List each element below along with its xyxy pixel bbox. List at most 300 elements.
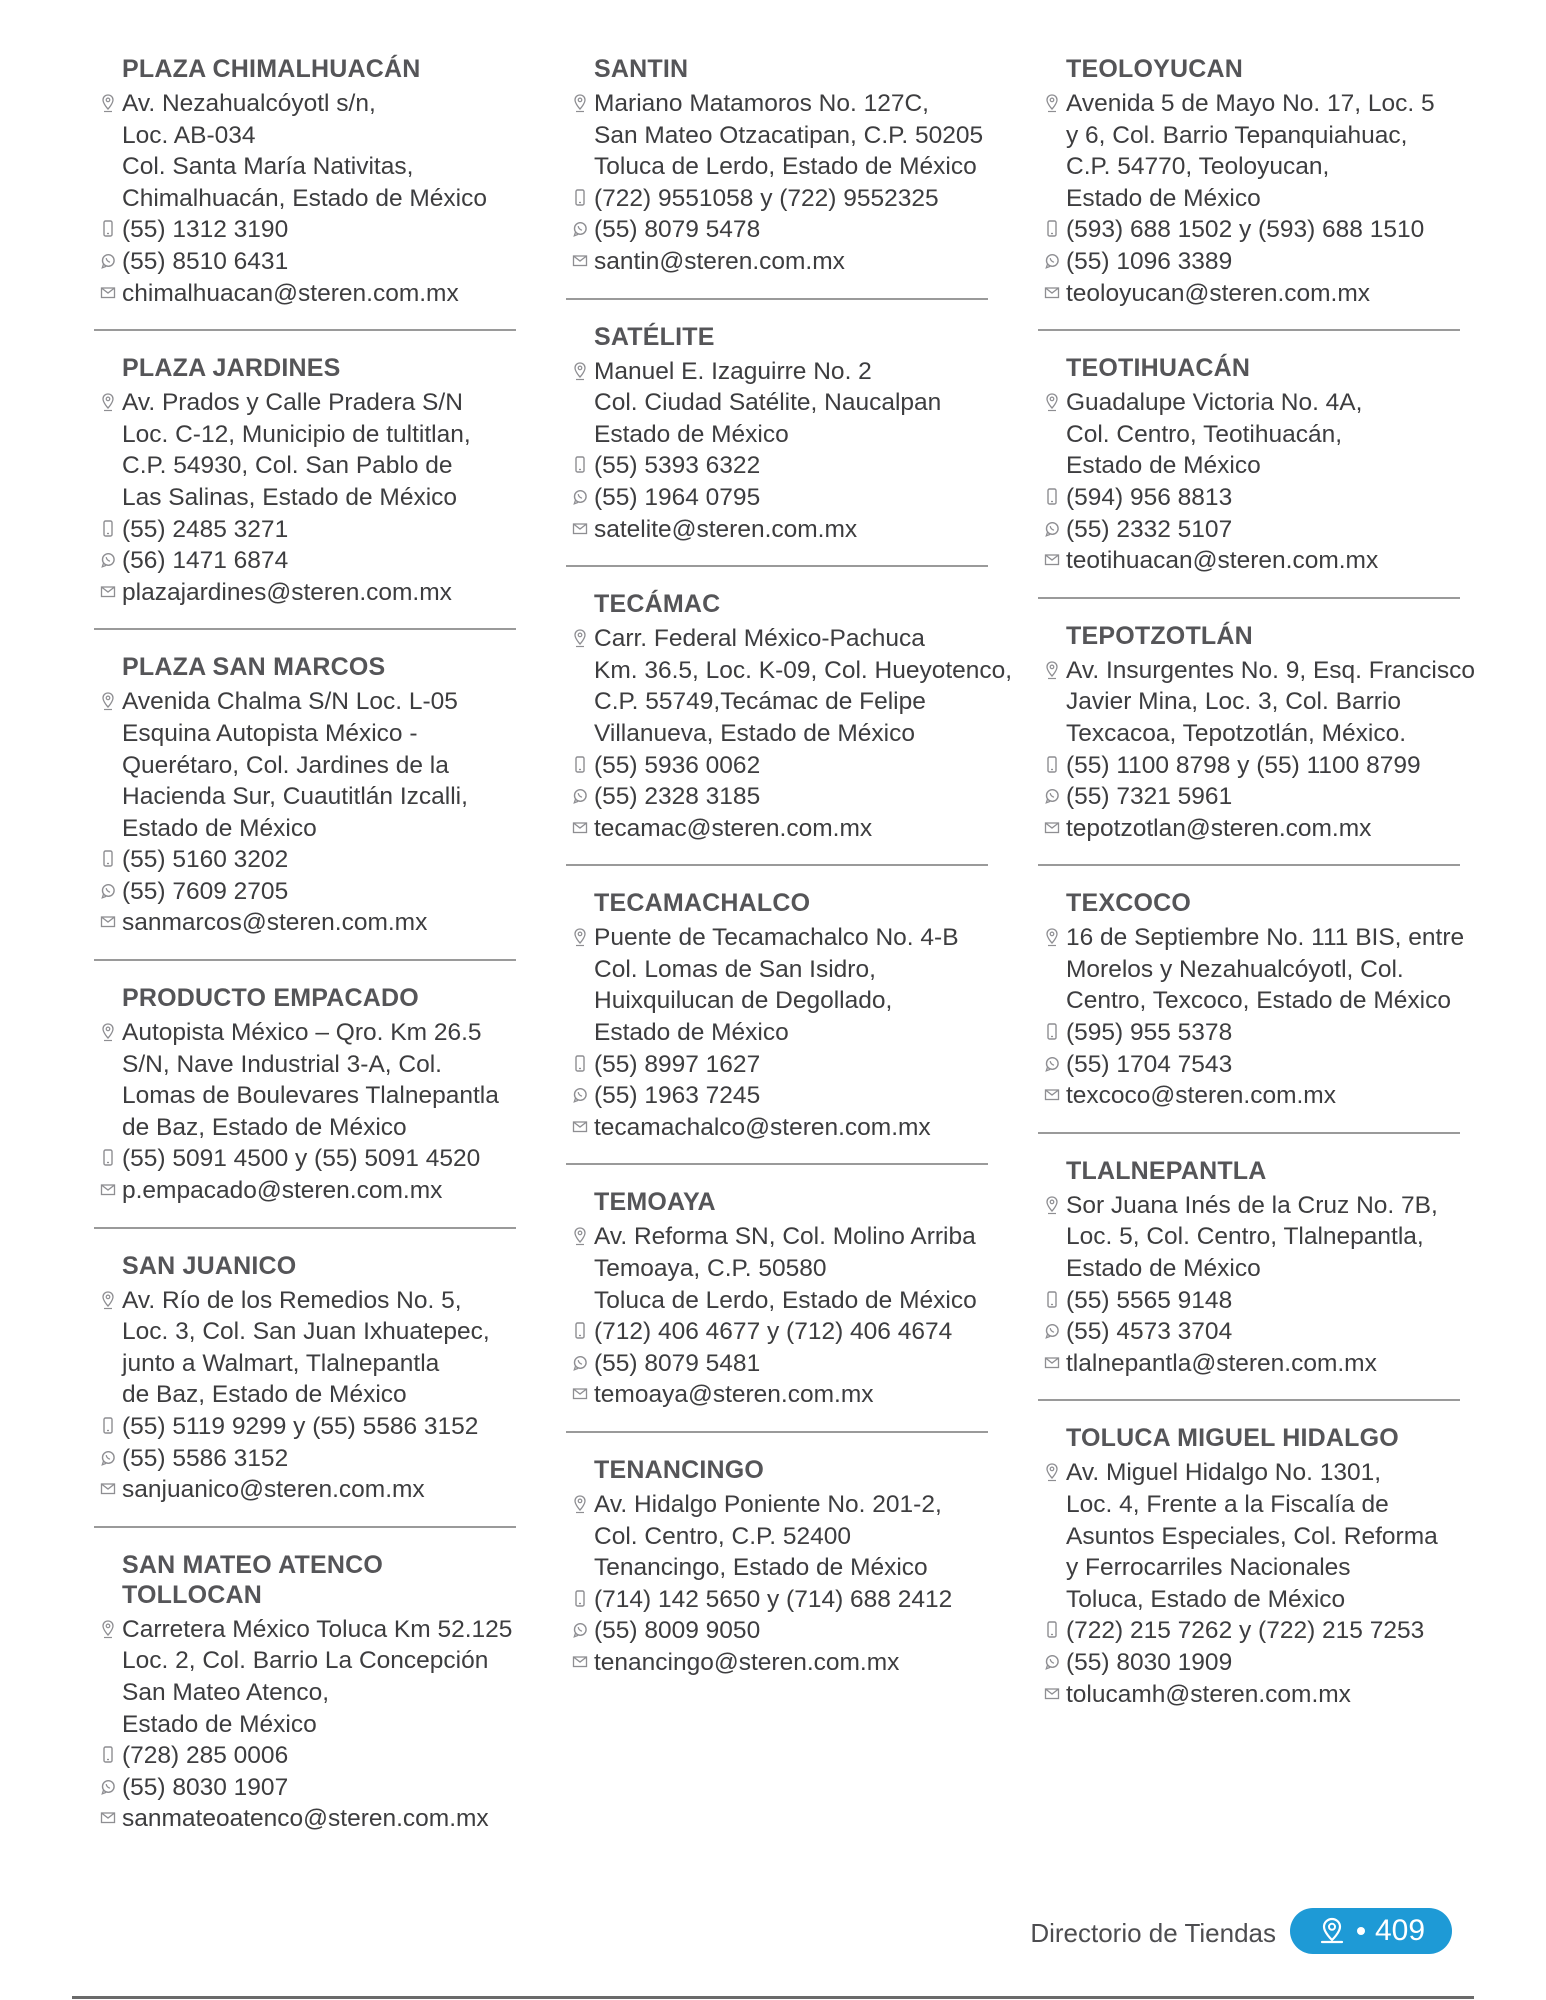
address-line: Estado de México bbox=[1066, 452, 1261, 480]
store-entry bbox=[94, 652, 516, 961]
store-email-text[interactable]: plazajardines@steren.com.mx bbox=[122, 578, 452, 606]
store-name: TENANCINGO bbox=[594, 1456, 765, 1484]
store-address bbox=[566, 922, 988, 1048]
store-phone-text: (593) 688 1502 y (593) 688 1510 bbox=[1066, 216, 1425, 244]
mobile-phone-icon bbox=[1044, 1290, 1060, 1310]
mobile-phone-icon bbox=[100, 849, 116, 869]
address-line: de Baz, Estado de México bbox=[122, 1381, 407, 1409]
store-entry bbox=[566, 1187, 988, 1433]
store-entry bbox=[1038, 888, 1465, 1134]
store-email-text[interactable]: teotihuacan@steren.com.mx bbox=[1066, 547, 1379, 575]
address-line: Huixquilucan de Degollado, bbox=[594, 987, 893, 1015]
whatsapp-icon bbox=[1044, 519, 1060, 539]
page-number-badge bbox=[1290, 1908, 1452, 1954]
whatsapp-icon bbox=[1044, 1321, 1060, 1341]
map-pin-icon bbox=[572, 628, 588, 648]
store-phone-text: (714) 142 5650 y (714) 688 2412 bbox=[594, 1585, 953, 1613]
store-email-text[interactable]: tenancingo@steren.com.mx bbox=[594, 1648, 900, 1676]
address-line: de Baz, Estado de México bbox=[122, 1113, 407, 1141]
store-address bbox=[1038, 922, 1465, 1017]
map-pin-icon bbox=[100, 392, 116, 412]
store-entry bbox=[566, 54, 988, 300]
store-whatsapp bbox=[94, 545, 516, 577]
address-line: Mariano Matamoros No. 127C, bbox=[594, 90, 929, 117]
mobile-phone-icon bbox=[572, 755, 588, 775]
store-whatsapp-text: (55) 2328 3185 bbox=[594, 783, 761, 811]
envelope-icon bbox=[572, 1652, 588, 1672]
store-whatsapp bbox=[1038, 514, 1460, 546]
address-line: Loc. 5, Col. Centro, Tlalnepantla, bbox=[1066, 1223, 1424, 1251]
map-pin-icon bbox=[572, 1494, 588, 1514]
page-number: 409 bbox=[1374, 1914, 1426, 1947]
store-email[interactable] bbox=[94, 907, 516, 939]
whatsapp-icon bbox=[100, 251, 116, 271]
store-whatsapp-text: (56) 1471 6874 bbox=[122, 547, 289, 575]
envelope-icon bbox=[100, 1808, 116, 1828]
whatsapp-icon bbox=[1044, 1652, 1060, 1672]
store-phone bbox=[94, 1143, 516, 1175]
store-entry bbox=[566, 888, 988, 1165]
store-entry bbox=[94, 1251, 516, 1528]
store-whatsapp-text: (55) 8510 6431 bbox=[122, 247, 289, 275]
store-entry bbox=[566, 322, 988, 568]
store-entry bbox=[94, 54, 516, 331]
store-email[interactable] bbox=[1038, 813, 1460, 845]
map-pin-icon bbox=[100, 1619, 116, 1639]
store-phone-text: (55) 1100 8798 y (55) 1100 8799 bbox=[1066, 751, 1421, 779]
store-name: TOLUCA MIGUEL HIDALGO bbox=[1066, 1424, 1399, 1453]
store-whatsapp-text: (55) 8009 9050 bbox=[594, 1617, 761, 1645]
store-name: TEMOAYA bbox=[594, 1188, 716, 1217]
store-phone bbox=[566, 750, 988, 782]
store-phone bbox=[94, 514, 516, 546]
location-pin-icon bbox=[1317, 1916, 1347, 1946]
store-phone bbox=[566, 450, 988, 482]
store-whatsapp-text: (55) 8079 5478 bbox=[594, 216, 761, 244]
mobile-phone-icon bbox=[1044, 1620, 1060, 1640]
address-line: Loc. 3, Col. San Juan Ixhuatepec, bbox=[122, 1318, 490, 1346]
map-pin-icon bbox=[1044, 1195, 1060, 1215]
store-phone bbox=[94, 1411, 516, 1443]
address-line: Lomas de Boulevares Tlalnepantla bbox=[122, 1082, 499, 1110]
address-line: Estado de México bbox=[594, 1019, 789, 1047]
store-name: TEOLOYUCAN bbox=[1066, 55, 1243, 83]
store-phone bbox=[1038, 1615, 1460, 1647]
address-line: Loc. 4, Frente a la Fiscalía de bbox=[1066, 1491, 1389, 1518]
store-address bbox=[94, 88, 516, 214]
store-address bbox=[1038, 1457, 1460, 1615]
address-line: Loc. 2, Col. Barrio La Concepción bbox=[122, 1647, 489, 1675]
envelope-icon bbox=[572, 1384, 588, 1404]
store-phone-text: (594) 956 8813 bbox=[1066, 483, 1233, 511]
separator-dot bbox=[1357, 1927, 1365, 1935]
store-name: SAN JUANICO bbox=[122, 1251, 297, 1280]
address-line: Chimalhuacán, Estado de México bbox=[122, 184, 487, 212]
address-line: Hacienda Sur, Cuautitlán Izcalli, bbox=[122, 783, 468, 811]
store-phone bbox=[94, 844, 516, 876]
store-email[interactable] bbox=[94, 1474, 516, 1506]
store-whatsapp bbox=[566, 482, 988, 514]
address-line: Av. Nezahualcóyotl s/n, bbox=[122, 90, 376, 117]
address-line: 16 de Septiembre No. 111 BIS, entre bbox=[1066, 924, 1465, 952]
store-email[interactable] bbox=[94, 278, 516, 310]
store-address bbox=[566, 623, 1013, 749]
address-line: Loc. C-12, Municipio de tultitlan, bbox=[122, 420, 471, 448]
mobile-phone-icon bbox=[100, 1745, 116, 1765]
store-whatsapp bbox=[94, 876, 516, 908]
store-phone bbox=[94, 214, 516, 246]
store-name: PLAZA SAN MARCOS bbox=[122, 653, 386, 682]
store-phone-text: (55) 2485 3271 bbox=[122, 515, 289, 543]
address-line: Av. Prados y Calle Pradera S/N bbox=[122, 389, 463, 417]
store-email-text[interactable]: santin@steren.com.mx bbox=[594, 247, 845, 275]
address-line: Av. Reforma SN, Col. Molino Arriba bbox=[594, 1223, 976, 1251]
envelope-icon bbox=[1044, 1085, 1060, 1105]
map-pin-icon bbox=[100, 1022, 116, 1042]
address-line: y Ferrocarriles Nacionales bbox=[1066, 1554, 1351, 1582]
address-line: Toluca, Estado de México bbox=[1066, 1585, 1346, 1613]
envelope-icon bbox=[1044, 283, 1060, 303]
whatsapp-icon bbox=[1044, 1054, 1060, 1074]
store-email-text[interactable]: tlalnepantla@steren.com.mx bbox=[1066, 1349, 1377, 1377]
store-phone-text: (55) 5565 9148 bbox=[1066, 1286, 1233, 1314]
store-phone-text: (722) 9551058 y (722) 9552325 bbox=[594, 184, 939, 212]
store-phone-text: (728) 285 0006 bbox=[122, 1742, 289, 1770]
address-line: San Mateo Otzacatipan, C.P. 50205 bbox=[594, 121, 984, 149]
store-email-text[interactable]: satelite@steren.com.mx bbox=[594, 515, 858, 543]
whatsapp-icon bbox=[572, 786, 588, 806]
store-phone-text: (595) 955 5378 bbox=[1066, 1019, 1233, 1047]
whatsapp-icon bbox=[100, 881, 116, 901]
store-whatsapp-text: (55) 2332 5107 bbox=[1066, 515, 1233, 543]
address-line: Av. Miguel Hidalgo No. 1301, bbox=[1066, 1459, 1382, 1487]
address-line: C.P. 55749,Tecámac de Felipe bbox=[594, 688, 926, 716]
whatsapp-icon bbox=[100, 550, 116, 570]
store-email-text[interactable]: tecamachalco@steren.com.mx bbox=[594, 1113, 931, 1141]
whatsapp-icon bbox=[572, 1353, 588, 1373]
store-email-text[interactable]: texcoco@steren.com.mx bbox=[1066, 1082, 1336, 1110]
mobile-phone-icon bbox=[1044, 755, 1060, 775]
store-email-text[interactable]: tecamac@steren.com.mx bbox=[594, 814, 873, 842]
store-entry bbox=[1038, 621, 1475, 867]
store-name: PRODUCTO EMPACADO bbox=[122, 984, 419, 1013]
store-email[interactable] bbox=[566, 514, 988, 546]
map-pin-icon bbox=[1044, 927, 1060, 947]
address-line: Avenida 5 de Mayo No. 17, Loc. 5 bbox=[1066, 90, 1435, 117]
address-line: Morelos y Nezahualcóyotl, Col. bbox=[1066, 955, 1404, 983]
address-line: C.P. 54930, Col. San Pablo de bbox=[122, 452, 453, 480]
store-email-text[interactable]: temoaya@steren.com.mx bbox=[594, 1381, 874, 1409]
address-line: Puente de Tecamachalco No. 4-B bbox=[594, 924, 959, 952]
address-line: Col. Santa María Nativitas, bbox=[122, 153, 414, 181]
envelope-icon bbox=[572, 818, 588, 838]
address-line: San Mateo Atenco, bbox=[122, 1678, 330, 1706]
map-pin-icon bbox=[100, 93, 116, 113]
directory-column-3 bbox=[1038, 54, 1475, 1752]
store-whatsapp-text: (55) 8030 1909 bbox=[1066, 1648, 1233, 1676]
envelope-icon bbox=[1044, 1353, 1060, 1373]
mobile-phone-icon bbox=[100, 519, 116, 539]
store-phone bbox=[566, 1316, 988, 1348]
store-address bbox=[566, 356, 988, 451]
store-entry bbox=[1038, 353, 1460, 599]
store-whatsapp bbox=[94, 246, 516, 278]
address-line: Tenancingo, Estado de México bbox=[594, 1554, 928, 1582]
mobile-phone-icon bbox=[572, 1054, 588, 1074]
store-email-text[interactable]: sanjuanico@steren.com.mx bbox=[122, 1476, 425, 1504]
address-line: Texcacoa, Tepotzotlán, México. bbox=[1066, 719, 1407, 747]
store-email[interactable] bbox=[1038, 1679, 1460, 1711]
store-name: TEXCOCO bbox=[1066, 889, 1192, 918]
store-whatsapp bbox=[566, 214, 988, 246]
address-line: Javier Mina, Loc. 3, Col. Barrio bbox=[1066, 688, 1401, 716]
address-line: C.P. 54770, Teoloyucan, bbox=[1066, 153, 1330, 181]
store-email[interactable] bbox=[566, 1647, 988, 1679]
store-phone bbox=[1038, 214, 1460, 246]
directory-column-2 bbox=[566, 54, 1013, 1721]
map-pin-icon bbox=[1044, 660, 1060, 680]
address-line: Col. Lomas de San Isidro, bbox=[594, 955, 876, 983]
store-phone bbox=[1038, 750, 1460, 782]
store-email[interactable] bbox=[94, 1175, 516, 1207]
store-address bbox=[94, 686, 516, 844]
address-line: Av. Hidalgo Poniente No. 201-2, bbox=[594, 1491, 942, 1518]
address-line: Carr. Federal México-Pachuca bbox=[594, 625, 925, 653]
store-entry bbox=[1038, 54, 1460, 331]
address-line: Av. Río de los Remedios No. 5, bbox=[122, 1286, 462, 1314]
store-name: TEOTIHUACÁN bbox=[1066, 354, 1251, 383]
store-entry bbox=[94, 983, 516, 1229]
address-line: Centro, Texcoco, Estado de México bbox=[1066, 987, 1451, 1015]
store-address bbox=[94, 1614, 516, 1740]
store-whatsapp bbox=[566, 1615, 988, 1647]
store-phone bbox=[566, 1049, 988, 1081]
address-line: Av. Insurgentes No. 9, Esq. Francisco bbox=[1066, 656, 1475, 684]
store-whatsapp-text: (55) 7321 5961 bbox=[1066, 783, 1233, 811]
store-phone-text: (722) 215 7262 y (722) 215 7253 bbox=[1066, 1617, 1425, 1645]
store-email-text[interactable]: chimalhuacan@steren.com.mx bbox=[122, 279, 459, 307]
mobile-phone-icon bbox=[572, 1589, 588, 1609]
store-whatsapp-text: (55) 1964 0795 bbox=[594, 483, 761, 511]
store-address bbox=[1038, 88, 1460, 214]
address-line: Carretera México Toluca Km 52.125 bbox=[122, 1615, 513, 1643]
envelope-icon bbox=[572, 519, 588, 539]
store-phone bbox=[1038, 1017, 1460, 1049]
store-whatsapp bbox=[566, 1348, 988, 1380]
address-line: Temoaya, C.P. 50580 bbox=[594, 1255, 827, 1283]
map-pin-icon bbox=[572, 927, 588, 947]
address-line: Las Salinas, Estado de México bbox=[122, 483, 458, 511]
store-phone bbox=[1038, 1285, 1460, 1317]
store-whatsapp bbox=[94, 1772, 516, 1804]
store-whatsapp-text: (55) 4573 3704 bbox=[1066, 1318, 1233, 1346]
address-line: Toluca de Lerdo, Estado de México bbox=[594, 153, 977, 181]
map-pin-icon bbox=[1044, 392, 1060, 412]
store-phone bbox=[1038, 482, 1460, 514]
address-line: Guadalupe Victoria No. 4A, bbox=[1066, 389, 1363, 417]
address-line: Estado de México bbox=[594, 420, 789, 448]
store-whatsapp-text: (55) 5586 3152 bbox=[122, 1444, 289, 1472]
store-email-text[interactable]: teoloyucan@steren.com.mx bbox=[1066, 279, 1371, 307]
store-whatsapp bbox=[94, 1443, 516, 1475]
envelope-icon bbox=[1044, 1684, 1060, 1704]
address-line: S/N, Nave Industrial 3-A, Col. bbox=[122, 1050, 442, 1078]
store-email[interactable] bbox=[94, 1803, 516, 1835]
address-line: Autopista México – Qro. Km 26.5 bbox=[122, 1019, 482, 1047]
address-line: Estado de México bbox=[1066, 1255, 1261, 1283]
store-phone-text: (55) 1312 3190 bbox=[122, 216, 289, 244]
store-name: SATÉLITE bbox=[594, 322, 715, 351]
store-entry bbox=[566, 1455, 988, 1699]
store-email[interactable] bbox=[1038, 545, 1460, 577]
store-name: TEPOTZOTLÁN bbox=[1066, 621, 1253, 650]
address-line: Manuel E. Izaguirre No. 2 bbox=[594, 357, 872, 385]
address-line: Estado de México bbox=[122, 814, 317, 842]
store-phone-text: (55) 5936 0062 bbox=[594, 751, 761, 779]
map-pin-icon bbox=[572, 361, 588, 381]
store-phone-text: (55) 5119 9299 y (55) 5586 3152 bbox=[122, 1413, 479, 1440]
store-email[interactable] bbox=[1038, 1348, 1460, 1380]
store-address bbox=[566, 1489, 988, 1584]
address-line: Estado de México bbox=[1066, 184, 1261, 212]
store-address bbox=[566, 88, 988, 183]
mobile-phone-icon bbox=[100, 1416, 116, 1436]
address-line: y 6, Col. Barrio Tepanquiahuac, bbox=[1066, 121, 1408, 149]
mobile-phone-icon bbox=[100, 1148, 116, 1168]
address-line: Querétaro, Col. Jardines de la bbox=[122, 751, 449, 779]
store-email[interactable] bbox=[566, 813, 988, 845]
address-line: Villanueva, Estado de México bbox=[594, 719, 915, 747]
address-line: Loc. AB-034 bbox=[122, 121, 256, 149]
envelope-icon bbox=[100, 912, 116, 932]
mobile-phone-icon bbox=[572, 455, 588, 475]
store-phone bbox=[94, 1740, 516, 1772]
store-email[interactable] bbox=[94, 577, 516, 609]
store-phone-text: (55) 5091 4500 y (55) 5091 4520 bbox=[122, 1145, 481, 1173]
store-email-text[interactable]: sanmateoatenco@steren.com.mx bbox=[122, 1805, 489, 1833]
address-line: Avenida Chalma S/N Loc. L-05 bbox=[122, 688, 458, 716]
store-whatsapp bbox=[1038, 1316, 1460, 1348]
store-name: TLALNEPANTLA bbox=[1066, 1156, 1267, 1185]
envelope-icon bbox=[100, 1180, 116, 1200]
store-whatsapp bbox=[1038, 1647, 1460, 1679]
mobile-phone-icon bbox=[1044, 1022, 1060, 1042]
store-email-text[interactable]: p.empacado@steren.com.mx bbox=[122, 1177, 443, 1205]
whatsapp-icon bbox=[1044, 786, 1060, 806]
map-pin-icon bbox=[1044, 1462, 1060, 1482]
whatsapp-icon bbox=[572, 1085, 588, 1105]
map-pin-icon bbox=[1044, 93, 1060, 113]
store-phone-text: (55) 5393 6322 bbox=[594, 452, 761, 480]
store-whatsapp-text: (55) 1963 7245 bbox=[594, 1082, 761, 1110]
envelope-icon bbox=[100, 1479, 116, 1499]
store-email-text[interactable]: sanmarcos@steren.com.mx bbox=[122, 909, 428, 937]
store-entry bbox=[1038, 1423, 1460, 1730]
store-email[interactable] bbox=[566, 1112, 988, 1144]
whatsapp-icon bbox=[100, 1448, 116, 1468]
store-whatsapp bbox=[566, 1080, 988, 1112]
store-email[interactable] bbox=[566, 246, 988, 278]
store-address bbox=[1038, 1190, 1460, 1285]
store-email-text[interactable]: tepotzotlan@steren.com.mx bbox=[1066, 814, 1372, 842]
store-phone-text: (712) 406 4677 y (712) 406 4674 bbox=[594, 1318, 953, 1346]
address-line: Sor Juana Inés de la Cruz No. 7B, bbox=[1066, 1191, 1438, 1219]
store-email-text[interactable]: tolucamh@steren.com.mx bbox=[1066, 1680, 1351, 1708]
store-address bbox=[94, 1017, 516, 1143]
address-line: Asuntos Especiales, Col. Reforma bbox=[1066, 1522, 1438, 1550]
store-entry bbox=[566, 589, 1013, 866]
whatsapp-icon bbox=[100, 1777, 116, 1797]
map-pin-icon bbox=[100, 691, 116, 711]
whatsapp-icon bbox=[572, 1620, 588, 1640]
store-name: SAN MATEO ATENCO TOLLOCAN bbox=[122, 1550, 384, 1609]
store-whatsapp-text: (55) 8079 5481 bbox=[594, 1349, 761, 1377]
store-phone-text: (55) 5160 3202 bbox=[122, 846, 289, 874]
footer-section-label: Directorio de Tiendas bbox=[1030, 1918, 1276, 1948]
store-phone bbox=[566, 1584, 988, 1616]
store-whatsapp bbox=[1038, 1049, 1460, 1081]
envelope-icon bbox=[100, 283, 116, 303]
bottom-rule bbox=[72, 1996, 1474, 1999]
store-address bbox=[1038, 387, 1460, 482]
address-line: Col. Centro, Teotihuacán, bbox=[1066, 420, 1343, 448]
store-name: TECÁMAC bbox=[594, 590, 721, 619]
address-line: Estado de México bbox=[122, 1710, 317, 1738]
store-email[interactable] bbox=[1038, 278, 1460, 310]
address-line: junto a Walmart, Tlalnepantla bbox=[122, 1349, 440, 1377]
store-address bbox=[94, 387, 516, 513]
map-pin-icon bbox=[572, 93, 588, 113]
mobile-phone-icon bbox=[572, 188, 588, 208]
store-whatsapp-text: (55) 1096 3389 bbox=[1066, 247, 1233, 275]
store-name: PLAZA JARDINES bbox=[122, 354, 341, 383]
mobile-phone-icon bbox=[100, 219, 116, 239]
envelope-icon bbox=[1044, 550, 1060, 570]
mobile-phone-icon bbox=[572, 1321, 588, 1341]
envelope-icon bbox=[100, 582, 116, 602]
store-name: PLAZA CHIMALHUACÁN bbox=[122, 55, 421, 83]
whatsapp-icon bbox=[1044, 251, 1060, 271]
map-pin-icon bbox=[100, 1290, 116, 1310]
address-line: Toluca de Lerdo, Estado de México bbox=[594, 1286, 977, 1314]
whatsapp-icon bbox=[572, 219, 588, 239]
store-address bbox=[566, 1221, 988, 1316]
envelope-icon bbox=[1044, 818, 1060, 838]
address-line: Km. 36.5, Loc. K-09, Col. Hueyotenco, bbox=[594, 656, 1013, 684]
store-entry bbox=[1038, 1156, 1460, 1402]
store-name: TECAMACHALCO bbox=[594, 889, 811, 918]
store-whatsapp bbox=[1038, 781, 1460, 813]
store-email[interactable] bbox=[1038, 1080, 1460, 1112]
store-whatsapp-text: (55) 1704 7543 bbox=[1066, 1050, 1233, 1078]
store-name: SANTIN bbox=[594, 55, 689, 83]
store-whatsapp-text: (55) 7609 2705 bbox=[122, 877, 289, 905]
envelope-icon bbox=[572, 1117, 588, 1137]
store-phone bbox=[566, 183, 988, 215]
whatsapp-icon bbox=[572, 487, 588, 507]
store-email[interactable] bbox=[566, 1379, 988, 1411]
directory-column-1 bbox=[94, 54, 516, 1877]
address-line: Col. Ciudad Satélite, Naucalpan bbox=[594, 389, 942, 417]
store-address bbox=[1038, 655, 1475, 750]
mobile-phone-icon bbox=[1044, 487, 1060, 507]
store-whatsapp bbox=[1038, 246, 1460, 278]
map-pin-icon bbox=[572, 1226, 588, 1246]
envelope-icon bbox=[572, 251, 588, 271]
store-whatsapp-text: (55) 8030 1907 bbox=[122, 1773, 289, 1801]
store-address bbox=[94, 1285, 516, 1411]
store-phone-text: (55) 8997 1627 bbox=[594, 1050, 761, 1078]
